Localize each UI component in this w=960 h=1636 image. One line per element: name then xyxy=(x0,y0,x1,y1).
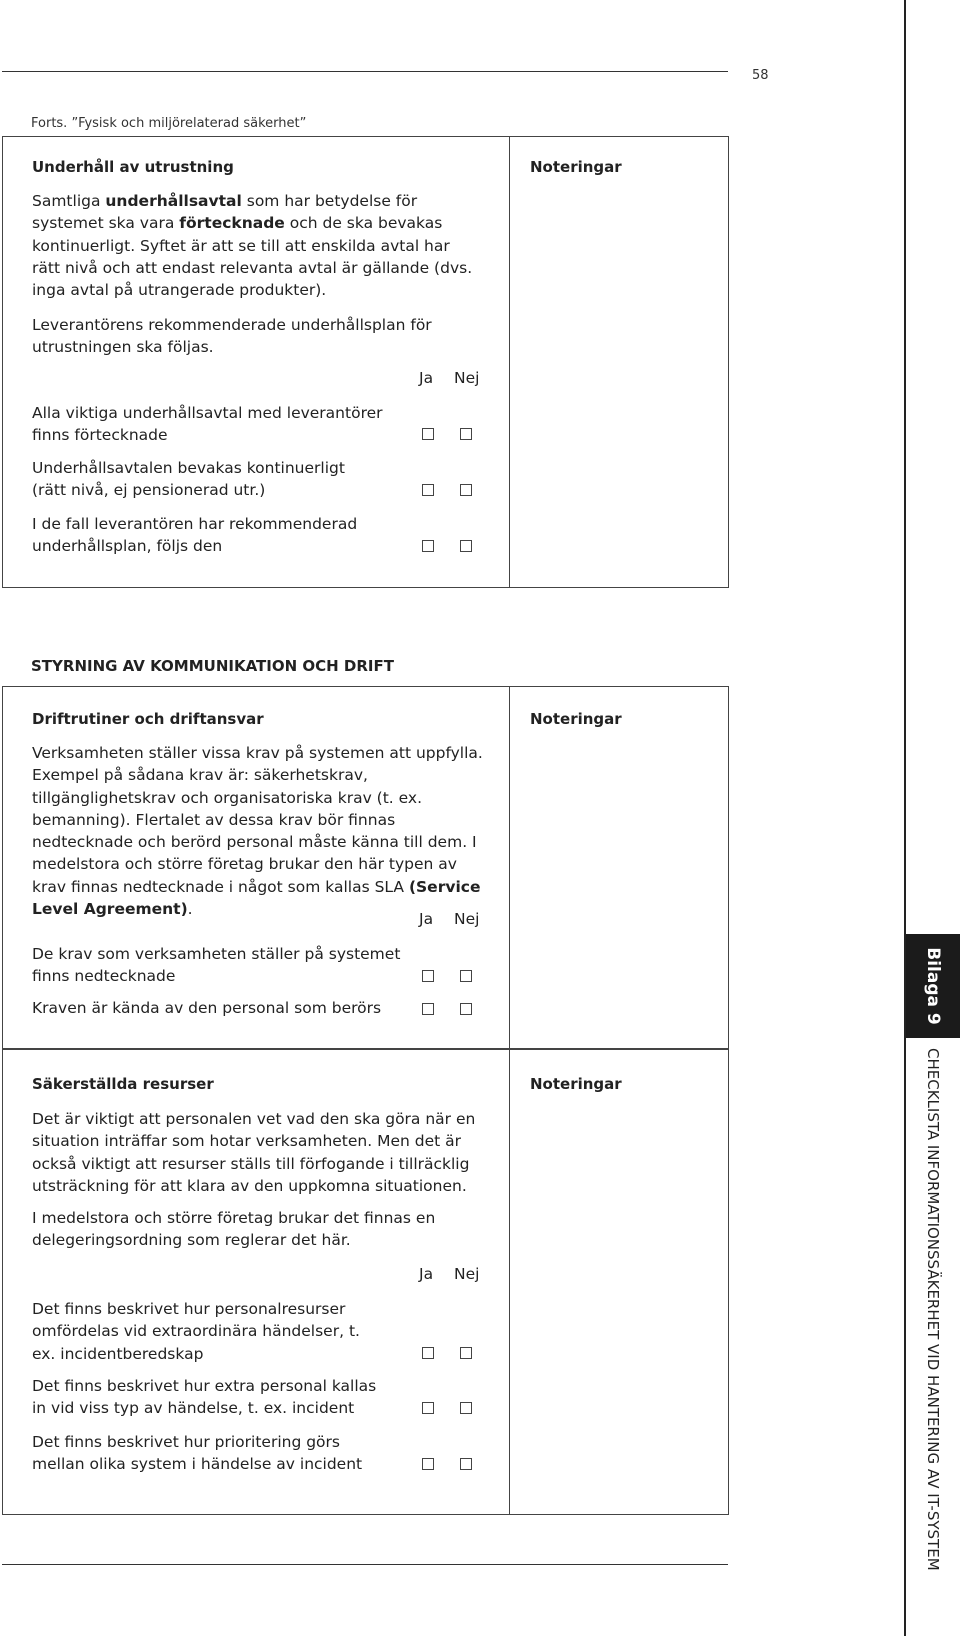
question-label: Kraven är kända av den personal som berörs xyxy=(32,999,382,1017)
no-checkbox[interactable] xyxy=(460,1458,472,1470)
notes-label: Noteringar xyxy=(530,710,622,728)
no-column-label: Nej xyxy=(454,369,480,387)
question-label: Det finns beskrivet hur prioritering görs mellan olika system i händelse av incident xyxy=(32,1433,363,1474)
question-label: Det finns beskrivet hur extra personal kallas in vid viss typ av händelse, t. ex. incident xyxy=(32,1377,377,1418)
no-checkbox[interactable] xyxy=(460,970,472,982)
notes-divider xyxy=(509,1049,510,1514)
side-title-text: CHECKLISTA INFORMATIONSSÄKERHET VID HANTERING AV IT-SYSTEM xyxy=(924,1048,942,1571)
yes-checkbox[interactable] xyxy=(422,970,434,982)
yes-column-label: Ja xyxy=(419,1265,434,1283)
no-checkbox[interactable] xyxy=(460,428,472,440)
box-paragraph: I medelstora och större företag brukar det finnas en delegeringsordning som reglerar det här. xyxy=(32,1209,436,1250)
continued-label: Forts. ”Fysisk och miljörelaterad säkerhet” xyxy=(31,116,307,131)
no-checkbox[interactable] xyxy=(460,540,472,552)
yes-checkbox[interactable] xyxy=(422,1003,434,1015)
yes-checkbox[interactable] xyxy=(422,540,434,552)
no-checkbox[interactable] xyxy=(460,1347,472,1359)
yes-column-label: Ja xyxy=(419,369,434,387)
no-column-label: Nej xyxy=(454,910,480,928)
notes-divider xyxy=(509,687,510,1049)
no-checkbox[interactable] xyxy=(460,1003,472,1015)
no-checkbox[interactable] xyxy=(460,1402,472,1414)
box-heading: Säkerställda resurser xyxy=(32,1075,214,1093)
yes-checkbox[interactable] xyxy=(422,1402,434,1414)
side-title xyxy=(906,1048,960,1571)
box-paragraph: Leverantörens rekommenderade underhållsplan för utrustningen ska följas. xyxy=(32,316,432,357)
appendix-tab-label: Bilaga 9 xyxy=(923,947,943,1025)
box-paragraph: Samtliga underhållsavtal som har betydelse för systemet ska vara förtecknade och de ska bevakas kontinuerligt. Syftet är att se till att enskilda avtal har rätt nivå och att endast relevanta avtal är gällande (dvs. inga avtal på utrangerade produkter). xyxy=(32,192,473,300)
box-paragraph: Det är viktigt att personalen vet vad den ska göra när en situation inträffar som hotar verksamheten. Men det är också viktigt att resurser ställs till förfogande i tillräcklig utsträckning för att klara av den uppkomna situationen. xyxy=(32,1110,476,1195)
box-paragraph: Verksamheten ställer vissa krav på systemen att uppfylla. Exempel på sådana krav är: säkerhetskrav, tillgänglighetskrav och organisatoriska krav (t. ex. bemanning). Flertalet av dessa krav bör finnas nedtecknade och berörd personal måste känna till dem. I medelstora och större företag brukar den här typen av krav finnas nedtecknade i något som kallas SLA (Service Level Agreement). xyxy=(32,744,483,919)
question-label: Det finns beskrivet hur personalresurser omfördelas vid extraordinära händelser, t. ex. incidentberedskap xyxy=(32,1300,360,1363)
yes-checkbox[interactable] xyxy=(422,428,434,440)
bottom-rule xyxy=(2,1564,728,1565)
no-column-label: Nej xyxy=(454,1265,480,1283)
notes-divider xyxy=(509,137,510,587)
question-label: De krav som verksamheten ställer på systemet finns nedtecknade xyxy=(32,945,401,986)
top-rule xyxy=(2,71,728,72)
notes-label: Noteringar xyxy=(530,158,622,176)
page-number: 58 xyxy=(752,68,769,83)
appendix-tab xyxy=(906,934,960,1038)
yes-checkbox[interactable] xyxy=(422,484,434,496)
maintenance-box xyxy=(2,136,729,588)
yes-checkbox[interactable] xyxy=(422,1458,434,1470)
question-label: Alla viktiga underhållsavtal med leverantörer finns förtecknade xyxy=(32,404,383,445)
box-heading: Underhåll av utrustning xyxy=(32,158,234,176)
box-heading: Driftrutiner och driftansvar xyxy=(32,710,264,728)
no-checkbox[interactable] xyxy=(460,484,472,496)
yes-column-label: Ja xyxy=(419,910,434,928)
operations-box xyxy=(2,686,729,1050)
question-label: Underhållsavtalen bevakas kontinuerligt (rätt nivå, ej pensionerad utr.) xyxy=(32,459,345,500)
question-label: I de fall leverantören har rekommenderad underhållsplan, följs den xyxy=(32,515,358,556)
section-heading: STYRNING AV KOMMUNIKATION OCH DRIFT xyxy=(31,657,394,675)
notes-label: Noteringar xyxy=(530,1075,622,1093)
resources-box xyxy=(2,1048,729,1515)
yes-checkbox[interactable] xyxy=(422,1347,434,1359)
